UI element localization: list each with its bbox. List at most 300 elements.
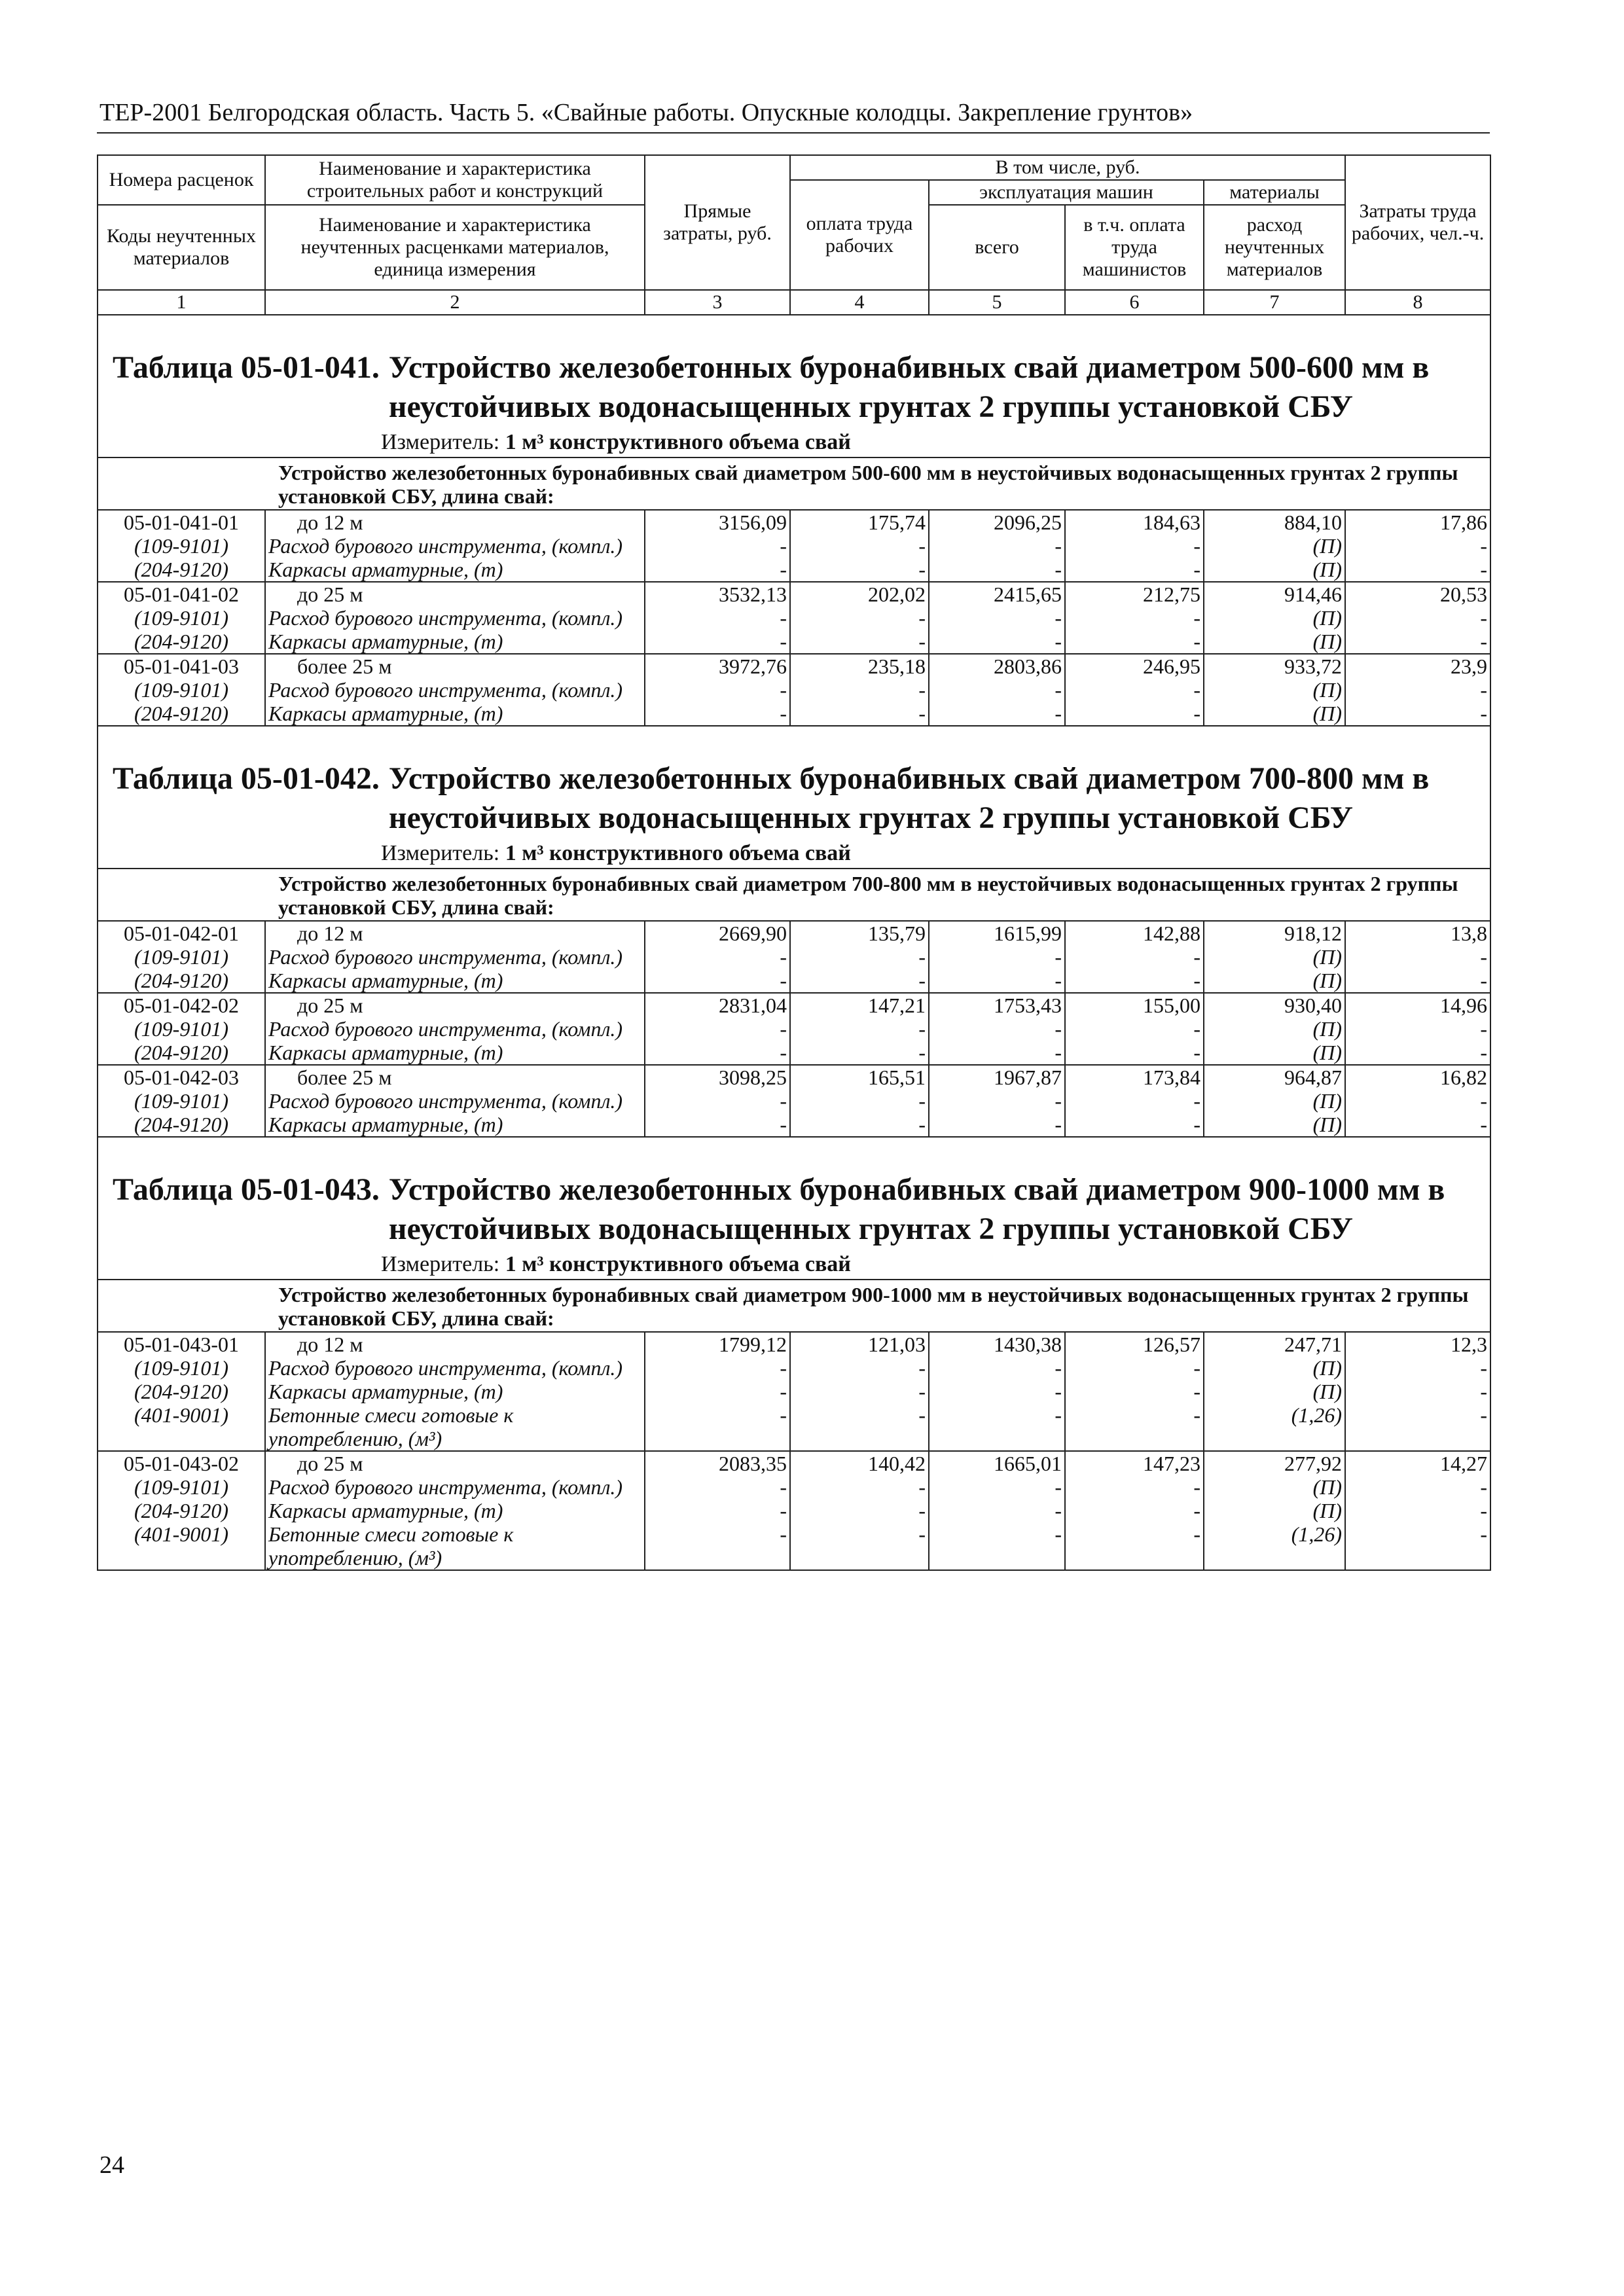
material-value-c3: - — [645, 1356, 790, 1380]
material-name-text: Каркасы арматурные, (т) — [268, 702, 503, 725]
rate-value-c6: 246,95 — [1065, 654, 1204, 678]
material-value-c6: - — [1065, 945, 1204, 969]
material-value-c5: - — [929, 1017, 1065, 1041]
material-value-c8: - — [1345, 945, 1490, 969]
material-code — [98, 534, 265, 558]
table-title-block — [98, 726, 1490, 869]
material-name — [265, 534, 645, 558]
rate-value-c5: 2803,86 — [929, 654, 1065, 678]
material-name — [265, 678, 645, 702]
material-value-c6: - — [1065, 1475, 1204, 1499]
material-value-c7 — [1204, 702, 1345, 726]
material-code-text: (109-9101) — [134, 1089, 228, 1113]
material-row — [98, 1522, 1490, 1570]
table-title-row — [98, 315, 1490, 457]
rate-value-c3: 3156,09 — [645, 510, 790, 534]
material-value-c8: - — [1345, 1113, 1490, 1137]
rate-name: более 25 м — [265, 654, 645, 678]
material-value-c4: - — [790, 1356, 929, 1380]
material-value-c6: - — [1065, 1499, 1204, 1522]
header-material-codes: Коды неучтенных материалов — [98, 205, 265, 290]
material-value-c7-text: (П) — [1312, 630, 1343, 653]
section-title: Устройство железобетонных буронабивных свай диаметром 700-800 мм в неустойчивых водонасыщенных грунтах 2 группы установкой СБУ, длина свай: — [98, 869, 1490, 921]
material-name — [265, 945, 645, 969]
material-value-c7-text: (1,26) — [1291, 1522, 1343, 1546]
rate-value-c4: 135,79 — [790, 921, 929, 945]
material-row — [98, 678, 1490, 702]
material-value-c5: - — [929, 969, 1065, 993]
material-code — [98, 969, 265, 993]
material-value-c5: - — [929, 1499, 1065, 1522]
material-value-c3: - — [645, 1380, 790, 1403]
rate-value-c7: 914,46 — [1204, 582, 1345, 606]
rate-value-c5: 2096,25 — [929, 510, 1065, 534]
material-value-c7-text: (П) — [1312, 1356, 1343, 1380]
rate-row — [98, 1451, 1490, 1475]
rate-value-c6: 155,00 — [1065, 993, 1204, 1017]
material-code — [98, 1113, 265, 1137]
rate-code: 05-01-041-02 — [98, 582, 265, 606]
material-value-c4: - — [790, 534, 929, 558]
material-value-c7-text: (1,26) — [1291, 1403, 1343, 1427]
material-value-c6: - — [1065, 606, 1204, 630]
material-value-c3: - — [645, 969, 790, 993]
table-title-block — [98, 1137, 1490, 1280]
material-code-text: (109-9101) — [134, 606, 228, 630]
rate-name: более 25 м — [265, 1065, 645, 1089]
table-number: Таблица 05-01-042. — [113, 761, 380, 796]
material-value-c3: - — [645, 1041, 790, 1065]
header-machinist-pay: в т.ч. оплата труда машинистов — [1065, 205, 1204, 290]
rate-code: 05-01-042-02 — [98, 993, 265, 1017]
material-code — [98, 945, 265, 969]
table-title-row — [98, 726, 1490, 869]
material-value-c4: - — [790, 969, 929, 993]
header-machines-total: всего — [929, 205, 1065, 290]
rate-value-c8: 12,3 — [1345, 1332, 1490, 1356]
rate-name: до 25 м — [265, 1451, 645, 1475]
material-value-c3: - — [645, 1475, 790, 1499]
material-name — [265, 1089, 645, 1113]
rate-value-c7: 964,87 — [1204, 1065, 1345, 1089]
material-value-c3: - — [645, 534, 790, 558]
column-number: 3 — [645, 290, 790, 315]
material-name-text: Бетонные смеси готовые к употреблению, (м³) — [268, 1522, 514, 1570]
material-name — [265, 1017, 645, 1041]
header-materials: материалы — [1204, 180, 1345, 205]
rate-value-c4: 121,03 — [790, 1332, 929, 1356]
material-value-c5: - — [929, 534, 1065, 558]
material-code — [98, 1522, 265, 1570]
measure-label: Измеритель: — [381, 841, 500, 865]
rate-name: до 12 м — [265, 1332, 645, 1356]
material-value-c5: - — [929, 1089, 1065, 1113]
material-row — [98, 1356, 1490, 1380]
material-code-text: (204-9120) — [134, 969, 228, 992]
material-value-c8: - — [1345, 630, 1490, 654]
material-name-text: Расход бурового инструмента, (компл.) — [268, 678, 623, 702]
rate-row — [98, 510, 1490, 534]
material-value-c3: - — [645, 1017, 790, 1041]
material-code-text: (204-9120) — [134, 1041, 228, 1064]
rate-value-c8: 16,82 — [1345, 1065, 1490, 1089]
header-machines: эксплуатация машин — [929, 180, 1204, 205]
header-direct-costs: Прямые затраты, руб. — [645, 155, 790, 290]
rate-value-c5: 2415,65 — [929, 582, 1065, 606]
rate-row — [98, 1065, 1490, 1089]
material-value-c5: - — [929, 702, 1065, 726]
measure-value: 1 м³ конструктивного объема свай — [505, 841, 851, 865]
material-name-text: Бетонные смеси готовые к употреблению, (м³) — [268, 1403, 514, 1450]
column-number: 5 — [929, 290, 1065, 315]
material-value-c5: - — [929, 558, 1065, 582]
material-name-text: Каркасы арматурные, (т) — [268, 558, 503, 581]
rate-value-c8: 20,53 — [1345, 582, 1490, 606]
rate-value-c3: 2831,04 — [645, 993, 790, 1017]
rate-value-c7: 884,10 — [1204, 510, 1345, 534]
material-row — [98, 534, 1490, 558]
material-value-c8: - — [1345, 1089, 1490, 1113]
header-material-names: Наименование и характеристика неучтенных расценками материалов, единица измерения — [265, 205, 645, 290]
table-title: Устройство железобетонных буронабивных свай диаметром 700-800 мм в неустойчивых водонасыщенных грунтах 2 группы установкой СБУ — [388, 761, 1430, 835]
material-value-c4: - — [790, 945, 929, 969]
material-name-text: Каркасы арматурные, (т) — [268, 1113, 503, 1136]
material-value-c7 — [1204, 1403, 1345, 1451]
material-value-c7-text: (П) — [1312, 606, 1343, 630]
header-work-name: Наименование и характеристика строительных работ и конструкций — [265, 155, 645, 205]
material-row — [98, 1017, 1490, 1041]
material-value-c4: - — [790, 630, 929, 654]
table-title: Устройство железобетонных буронабивных свай диаметром 500-600 мм в неустойчивых водонасыщенных грунтах 2 группы установкой СБУ — [388, 350, 1430, 424]
material-value-c7-text: (П) — [1312, 558, 1343, 581]
material-value-c7 — [1204, 1089, 1345, 1113]
page-header: ТЕР-2001 Белгородская область. Часть 5. «Свайные работы. Опускные колодцы. Закрепление грунтов» — [99, 99, 1193, 126]
material-value-c5: - — [929, 1380, 1065, 1403]
material-code — [98, 1499, 265, 1522]
rate-value-c7: 918,12 — [1204, 921, 1345, 945]
material-name — [265, 1380, 645, 1403]
material-name — [265, 1522, 645, 1570]
material-code-text: (109-9101) — [134, 1356, 228, 1380]
column-number: 4 — [790, 290, 929, 315]
rate-code: 05-01-042-01 — [98, 921, 265, 945]
material-value-c5: - — [929, 1475, 1065, 1499]
material-value-c4: - — [790, 606, 929, 630]
material-row — [98, 606, 1490, 630]
material-value-c7 — [1204, 945, 1345, 969]
material-name — [265, 969, 645, 993]
material-row — [98, 1475, 1490, 1499]
rate-value-c4: 235,18 — [790, 654, 929, 678]
table-heading — [113, 759, 1451, 838]
material-value-c7 — [1204, 1522, 1345, 1570]
rate-value-c3: 2669,90 — [645, 921, 790, 945]
material-value-c6: - — [1065, 678, 1204, 702]
material-name-text: Каркасы арматурные, (т) — [268, 969, 503, 992]
material-value-c6: - — [1065, 630, 1204, 654]
material-code — [98, 630, 265, 654]
material-name — [265, 630, 645, 654]
material-value-c7 — [1204, 1380, 1345, 1403]
material-code — [98, 1403, 265, 1451]
material-row — [98, 1089, 1490, 1113]
measure-unit — [113, 1249, 1451, 1279]
rate-value-c6: 173,84 — [1065, 1065, 1204, 1089]
material-value-c4: - — [790, 1499, 929, 1522]
material-name-text: Расход бурового инструмента, (компл.) — [268, 606, 623, 630]
material-value-c7 — [1204, 1113, 1345, 1137]
material-value-c8: - — [1345, 969, 1490, 993]
material-value-c7-text: (П) — [1312, 1475, 1343, 1499]
column-number: 8 — [1345, 290, 1490, 315]
rate-value-c5: 1665,01 — [929, 1451, 1065, 1475]
material-code — [98, 1017, 265, 1041]
material-code — [98, 558, 265, 582]
material-value-c7 — [1204, 606, 1345, 630]
material-value-c7-text: (П) — [1312, 1017, 1343, 1041]
material-value-c7 — [1204, 1499, 1345, 1522]
material-row — [98, 1403, 1490, 1451]
material-value-c8: - — [1345, 606, 1490, 630]
material-code-text: (204-9120) — [134, 702, 228, 725]
material-value-c7-text: (П) — [1312, 678, 1343, 702]
rate-value-c8: 14,96 — [1345, 993, 1490, 1017]
material-value-c6: - — [1065, 1356, 1204, 1380]
material-value-c7-text: (П) — [1312, 534, 1343, 558]
material-value-c7 — [1204, 1041, 1345, 1065]
rate-value-c3: 1799,12 — [645, 1332, 790, 1356]
material-code-text: (204-9120) — [134, 1499, 228, 1522]
rate-code: 05-01-043-01 — [98, 1332, 265, 1356]
rate-value-c3: 3098,25 — [645, 1065, 790, 1089]
material-value-c7 — [1204, 678, 1345, 702]
material-value-c4: - — [790, 1113, 929, 1137]
material-value-c3: - — [645, 558, 790, 582]
section-title: Устройство железобетонных буронабивных свай диаметром 900-1000 мм в неустойчивых водонасыщенных грунтах 2 группы установкой СБУ, длина свай: — [98, 1280, 1490, 1332]
rate-value-c3: 2083,35 — [645, 1451, 790, 1475]
header-worker-pay: оплата труда рабочих — [790, 180, 929, 290]
material-value-c7 — [1204, 969, 1345, 993]
rate-value-c8: 13,8 — [1345, 921, 1490, 945]
section-row — [98, 457, 1490, 510]
material-value-c4: - — [790, 1522, 929, 1570]
rate-value-c4: 202,02 — [790, 582, 929, 606]
rate-row — [98, 654, 1490, 678]
material-value-c7-text: (П) — [1312, 1113, 1343, 1136]
material-name-text: Каркасы арматурные, (т) — [268, 1041, 503, 1064]
material-name — [265, 1403, 645, 1451]
material-name-text: Каркасы арматурные, (т) — [268, 1499, 503, 1522]
material-value-c3: - — [645, 1499, 790, 1522]
material-value-c7-text: (П) — [1312, 702, 1343, 725]
material-code-text: (109-9101) — [134, 534, 228, 558]
material-value-c5: - — [929, 1041, 1065, 1065]
material-value-c8: - — [1345, 1380, 1490, 1403]
rate-value-c3: 3972,76 — [645, 654, 790, 678]
material-value-c7 — [1204, 534, 1345, 558]
material-value-c3: - — [645, 1522, 790, 1570]
rate-value-c6: 126,57 — [1065, 1332, 1204, 1356]
table-title-block — [98, 315, 1490, 457]
material-name-text: Расход бурового инструмента, (компл.) — [268, 1356, 623, 1380]
rate-row — [98, 921, 1490, 945]
table-header — [98, 155, 1490, 315]
material-value-c8: - — [1345, 558, 1490, 582]
section-row — [98, 1280, 1490, 1332]
section-title: Устройство железобетонных буронабивных свай диаметром 500-600 мм в неустойчивых водонасыщенных грунтах 2 группы установкой СБУ, длина свай: — [98, 457, 1490, 510]
material-value-c7 — [1204, 630, 1345, 654]
material-value-c8: - — [1345, 1522, 1490, 1570]
material-value-c8: - — [1345, 1017, 1490, 1041]
material-value-c4: - — [790, 1089, 929, 1113]
rate-value-c4: 175,74 — [790, 510, 929, 534]
material-value-c4: - — [790, 1017, 929, 1041]
material-value-c8: - — [1345, 678, 1490, 702]
material-code-text: (204-9120) — [134, 558, 228, 581]
material-value-c6: - — [1065, 702, 1204, 726]
material-code-text: (401-9001) — [134, 1403, 228, 1427]
material-value-c5: - — [929, 1356, 1065, 1380]
material-value-c5: - — [929, 1522, 1065, 1570]
rate-value-c5: 1615,99 — [929, 921, 1065, 945]
rate-code: 05-01-042-03 — [98, 1065, 265, 1089]
material-value-c6: - — [1065, 969, 1204, 993]
material-value-c4: - — [790, 1475, 929, 1499]
material-value-c3: - — [645, 1113, 790, 1137]
column-numbers-row — [98, 290, 1490, 315]
rate-value-c7: 247,71 — [1204, 1332, 1345, 1356]
rate-value-c4: 147,21 — [790, 993, 929, 1017]
material-value-c4: - — [790, 678, 929, 702]
measure-unit — [113, 427, 1451, 457]
material-value-c7-text: (П) — [1312, 1041, 1343, 1064]
material-code-text: (401-9001) — [134, 1522, 228, 1546]
rate-name: до 25 м — [265, 993, 645, 1017]
material-row — [98, 1499, 1490, 1522]
column-number: 7 — [1204, 290, 1345, 315]
material-value-c6: - — [1065, 1041, 1204, 1065]
material-name — [265, 1499, 645, 1522]
material-value-c6: - — [1065, 1403, 1204, 1451]
material-row — [98, 1041, 1490, 1065]
material-code-text: (204-9120) — [134, 1380, 228, 1403]
material-value-c3: - — [645, 678, 790, 702]
material-value-c7-text: (П) — [1312, 1499, 1343, 1522]
rate-value-c6: 147,23 — [1065, 1451, 1204, 1475]
material-value-c6: - — [1065, 1522, 1204, 1570]
material-value-c5: - — [929, 630, 1065, 654]
material-name — [265, 1113, 645, 1137]
material-value-c5: - — [929, 606, 1065, 630]
material-row — [98, 945, 1490, 969]
column-number: 1 — [98, 290, 265, 315]
material-row — [98, 558, 1490, 582]
rate-value-c5: 1753,43 — [929, 993, 1065, 1017]
material-value-c4: - — [790, 1041, 929, 1065]
rate-code: 05-01-041-03 — [98, 654, 265, 678]
material-value-c3: - — [645, 702, 790, 726]
material-code — [98, 702, 265, 726]
material-value-c5: - — [929, 945, 1065, 969]
rate-value-c5: 1967,87 — [929, 1065, 1065, 1089]
header-including: В том числе, руб. — [790, 155, 1345, 180]
material-value-c7-text: (П) — [1312, 969, 1343, 992]
material-code-text: (109-9101) — [134, 1017, 228, 1041]
material-value-c6: - — [1065, 1089, 1204, 1113]
material-name — [265, 606, 645, 630]
rate-value-c7: 933,72 — [1204, 654, 1345, 678]
material-name — [265, 1356, 645, 1380]
table-number: Таблица 05-01-041. — [113, 350, 380, 385]
measure-label: Измеритель: — [381, 1252, 500, 1276]
material-value-c6: - — [1065, 534, 1204, 558]
material-value-c7-text: (П) — [1312, 1380, 1343, 1403]
material-value-c3: - — [645, 1089, 790, 1113]
material-value-c6: - — [1065, 1380, 1204, 1403]
material-value-c8: - — [1345, 1403, 1490, 1451]
table-title-row — [98, 1137, 1490, 1280]
rate-name: до 12 м — [265, 510, 645, 534]
rate-code: 05-01-043-02 — [98, 1451, 265, 1475]
material-name-text: Расход бурового инструмента, (компл.) — [268, 1017, 623, 1041]
rate-row — [98, 993, 1490, 1017]
material-name-text: Расход бурового инструмента, (компл.) — [268, 1089, 623, 1113]
material-row — [98, 1113, 1490, 1137]
material-code — [98, 1356, 265, 1380]
rate-value-c6: 142,88 — [1065, 921, 1204, 945]
material-code — [98, 1380, 265, 1403]
material-row — [98, 969, 1490, 993]
section-row — [98, 869, 1490, 921]
rate-value-c8: 23,9 — [1345, 654, 1490, 678]
material-row — [98, 630, 1490, 654]
rate-value-c8: 14,27 — [1345, 1451, 1490, 1475]
rate-row — [98, 582, 1490, 606]
material-value-c6: - — [1065, 558, 1204, 582]
material-code — [98, 1089, 265, 1113]
table-heading — [113, 1170, 1451, 1249]
column-number: 6 — [1065, 290, 1204, 315]
rate-value-c7: 930,40 — [1204, 993, 1345, 1017]
rate-code: 05-01-041-01 — [98, 510, 265, 534]
material-value-c6: - — [1065, 1017, 1204, 1041]
material-value-c4: - — [790, 1380, 929, 1403]
rate-name: до 25 м — [265, 582, 645, 606]
rate-value-c6: 212,75 — [1065, 582, 1204, 606]
material-value-c3: - — [645, 630, 790, 654]
material-value-c6: - — [1065, 1113, 1204, 1137]
material-value-c5: - — [929, 1113, 1065, 1137]
header-unaccounted-materials: расход неучтенных материалов — [1204, 205, 1345, 290]
table-title: Устройство железобетонных буронабивных свай диаметром 900-1000 мм в неустойчивых водонасыщенных грунтах 2 группы установкой СБУ — [388, 1172, 1445, 1246]
rate-value-c3: 3532,13 — [645, 582, 790, 606]
table-body — [98, 315, 1490, 1570]
rate-value-c5: 1430,38 — [929, 1332, 1065, 1356]
measure-value: 1 м³ конструктивного объема свай — [505, 430, 851, 454]
material-row — [98, 1380, 1490, 1403]
material-name-text: Расход бурового инструмента, (компл.) — [268, 534, 623, 558]
rate-value-c4: 165,51 — [790, 1065, 929, 1089]
table-number: Таблица 05-01-043. — [113, 1172, 380, 1207]
header-labor-hours: Затраты труда рабочих, чел.-ч. — [1345, 155, 1490, 290]
material-name — [265, 558, 645, 582]
rate-value-c7: 277,92 — [1204, 1451, 1345, 1475]
material-value-c7-text: (П) — [1312, 1089, 1343, 1113]
material-code-text: (204-9120) — [134, 630, 228, 653]
material-code-text: (204-9120) — [134, 1113, 228, 1136]
material-value-c8: - — [1345, 702, 1490, 726]
material-value-c7 — [1204, 1475, 1345, 1499]
